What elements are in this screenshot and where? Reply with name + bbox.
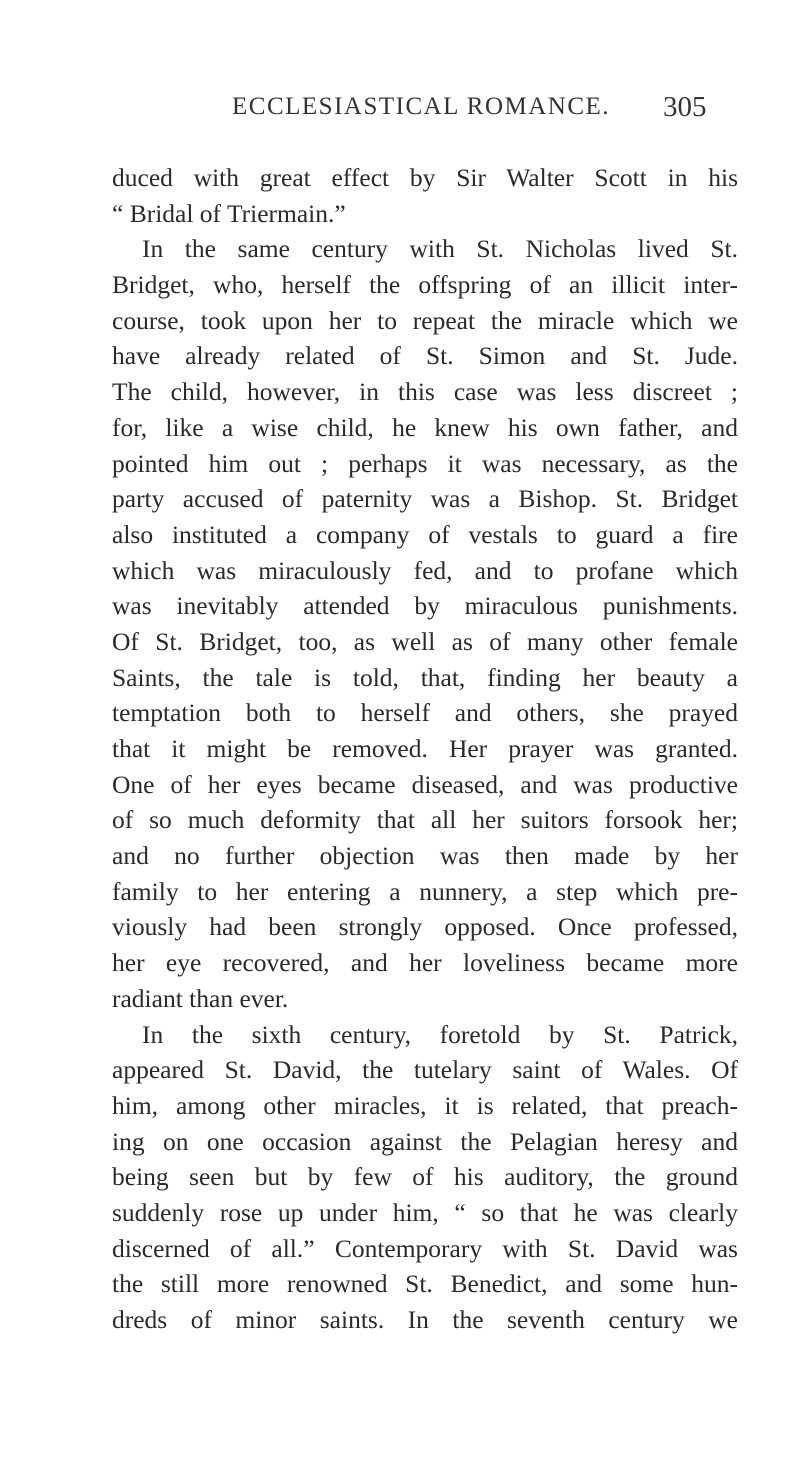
text-line: temptation both to herself and others, she prayed xyxy=(112,698,738,728)
body-text xyxy=(112,160,738,1338)
text-line: The child, however, in this case was less discreet ; xyxy=(112,377,738,407)
text-line: her eye recovered, and her loveliness became more xyxy=(112,948,738,978)
running-title: ECCLESIASTICAL ROMANCE. xyxy=(232,93,611,120)
text-line: suddenly rose up under him, “ so that he was clearly xyxy=(112,1197,738,1227)
text-line: ing on one occasion against the Pelagian heresy and xyxy=(112,1126,738,1156)
text-line: In the sixth century, foretold by St. Patrick, xyxy=(142,1019,738,1049)
text-line: family to her entering a nunnery, a step which pre- xyxy=(112,876,738,906)
text-line: that it might be removed. Her prayer was granted. xyxy=(112,734,738,763)
running-head xyxy=(0,93,800,133)
text-line: One of her eyes became diseased, and was productive xyxy=(112,769,738,799)
text-line: the still more renowned St. Benedict, and some hun- xyxy=(112,1269,738,1299)
text-line: have already related of St. Simon and St. Jude. xyxy=(112,341,738,371)
text-line: “ Bridal of Triermain.” xyxy=(112,198,346,228)
text-line: party accused of paternity was a Bishop. St. Bridget xyxy=(112,484,738,514)
text-line: which was miraculously fed, and to profane which xyxy=(112,555,738,585)
text-line: appeared St. David, the tutelary saint of Wales. Of xyxy=(112,1055,738,1085)
text-line: for, like a wise child, he knew his own father, and xyxy=(112,412,738,442)
text-line: Of St. Bridget, too, as well as of many other female xyxy=(112,626,738,656)
text-line: radiant than ever. xyxy=(112,983,289,1013)
text-line: duced with great effect by Sir Walter Scott in his xyxy=(112,163,738,192)
text-line: also instituted a company of vestals to guard a fire xyxy=(112,519,738,549)
text-line: and no further objection was then made by her xyxy=(112,841,738,871)
text-line: Saints, the tale is told, that, finding her beauty a xyxy=(112,662,738,692)
text-line: In the same century with St. Nicholas lived St. xyxy=(142,234,738,264)
text-line: of so much deformity that all her suitors forsook her; xyxy=(112,805,738,835)
text-line: viously had been strongly opposed. Once professed, xyxy=(112,912,738,942)
text-line: Bridget, who, herself the offspring of an illicit inter- xyxy=(112,270,738,300)
page-number: 305 xyxy=(663,91,707,123)
text-line: dreds of minor saints. In the seventh century we xyxy=(112,1305,738,1334)
text-line: was inevitably attended by miraculous punishments. xyxy=(112,591,738,621)
text-line: being seen but by few of his auditory, the ground xyxy=(112,1162,738,1192)
text-line: course, took upon her to repeat the miracle which we xyxy=(112,305,738,335)
text-line: him, among other miracles, it is related, that preach- xyxy=(112,1090,738,1120)
text-line: pointed him out ; perhaps it was necessary, as the xyxy=(112,448,738,478)
text-line: discerned of all.” Contemporary with St. David was xyxy=(112,1233,738,1263)
